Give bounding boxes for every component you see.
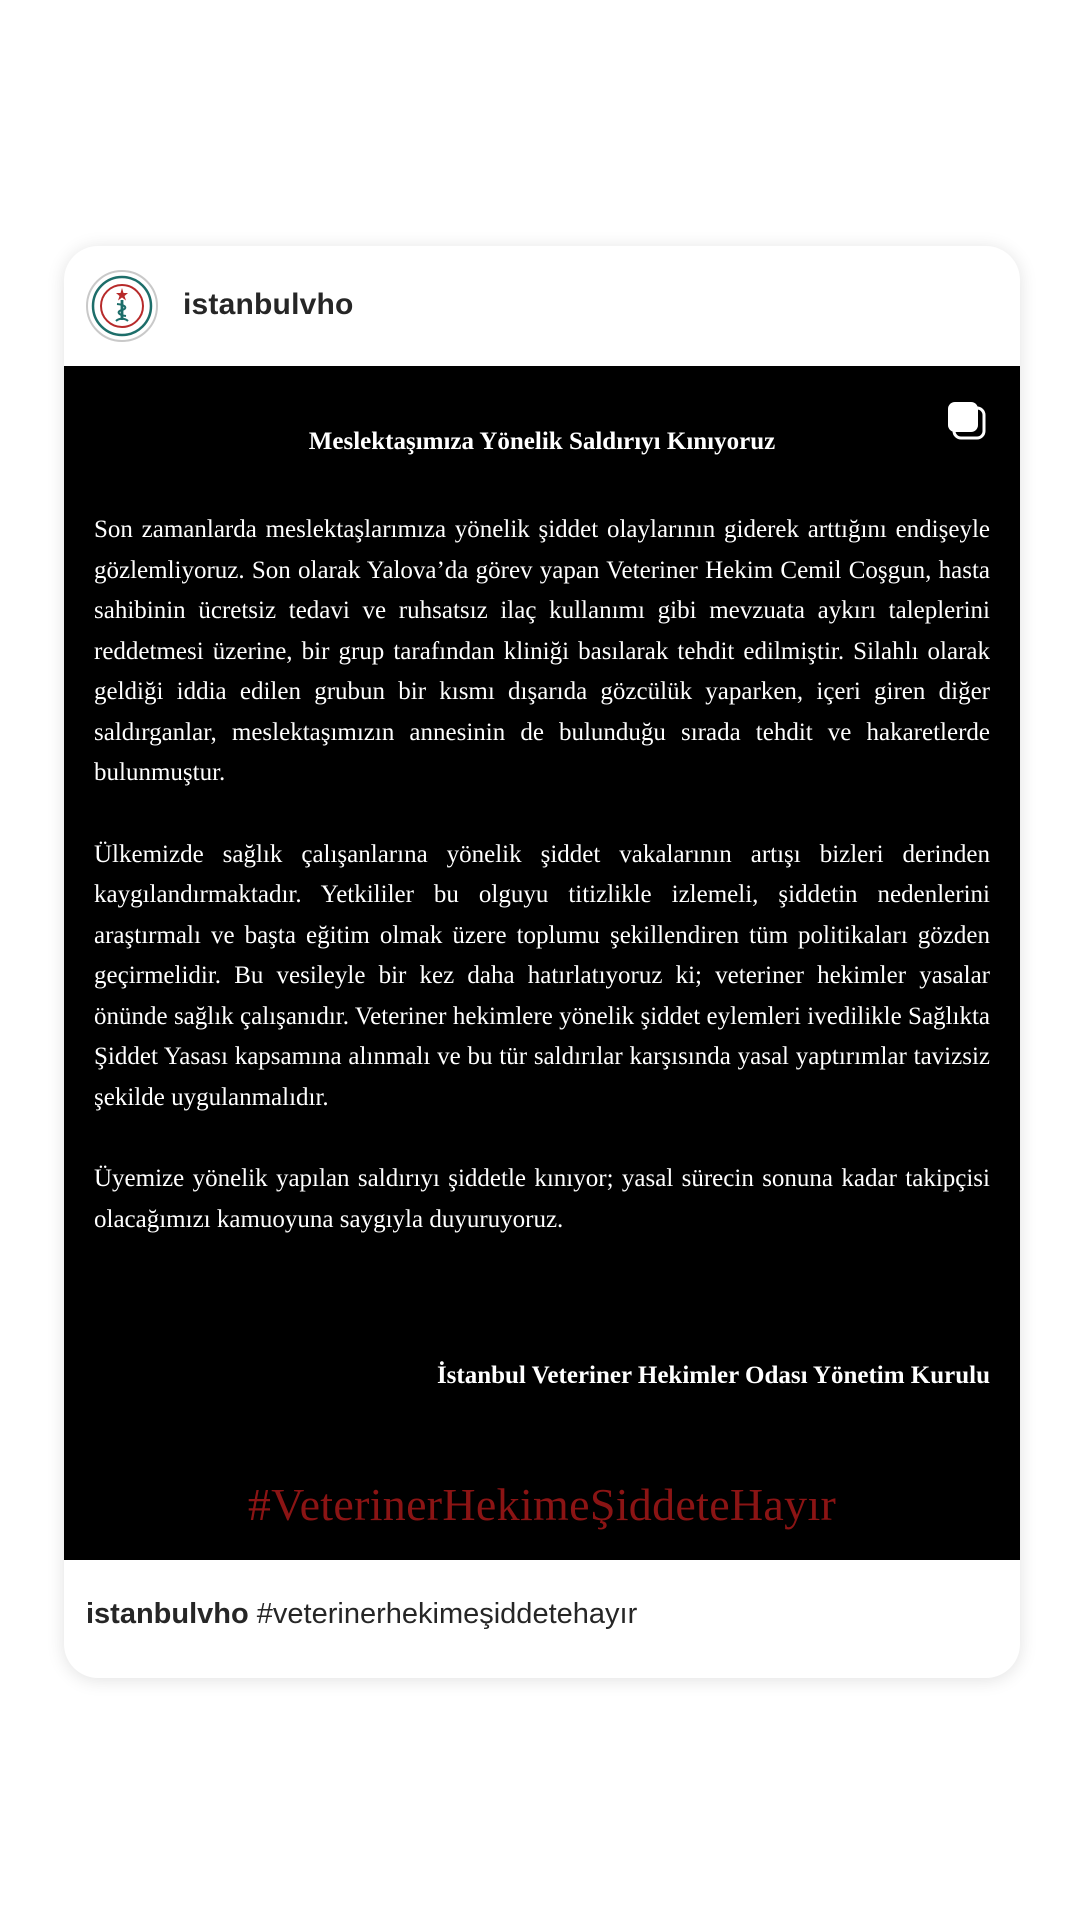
post-paragraph: Üyemize yönelik yapılan saldırıyı şiddetle kınıyor; yasal sürecin sonuna kadar takipçisi olacağımızı kamuoyuna saygıyla duyuruyoruz. bbox=[94, 1165, 990, 1233]
post-username[interactable]: istanbulvho bbox=[183, 288, 354, 321]
post-caption bbox=[86, 1598, 998, 1631]
post-card bbox=[64, 246, 1020, 1678]
post-image-title: Meslektaşımıza Yönelik Saldırıyı Kınıyoruz bbox=[308, 428, 776, 455]
post-signature: İstanbul Veteriner Hekimler Odası Yönetim Kurulu bbox=[436, 1362, 990, 1389]
post-paragraph: Son zamanlarda meslektaşlarımıza yönelik şiddet olaylarının giderek arttığını endişeyle gözlemliyoruz. Son olarak Yalova’da görev yapan Veteriner Hekim Cemil Coşgun, hasta sahibinin ücretsiz tedavi ve ruhsatsız ilaç kullanımı gibi mevzuata aykırı taleplerini reddetmesi üzerine, bir grup tarafından kliniği basılarak tehdit edilmiştir. Silahlı olarak geldiği iddia edilen grubun bir kısmı dışarıda gözcülük yaparken, içeri giren diğer saldırganlar, meslektaşımızın annesinin de bulunduğu sırada tehdit ve hakaretlerde bulunmuştur. bbox=[94, 516, 990, 786]
veterinary-chamber-logo-icon bbox=[88, 272, 156, 340]
post-paragraph: Ülkemizde sağlık çalışanlarına yönelik şiddet vakalarının artışı bizleri derinden kaygılandırmaktadır. Yetkililer bu olguyu titizlikle izlemeli, şiddetin nedenlerini araştırmalı ve başta eğitim olmak üzere toplumu şekillendiren tüm politikaları gözden geçirmelidir. Bu vesileyle bir kez daha hatırlatıyoruz ki; veteriner hekimler yasalar önünde sağlık çalışanıdır. Veteriner hekimlere yönelik şiddet eylemleri ivedilikle Sağlıkta Şiddet Yasası kapsamına alınmalı ve bu tür saldırılar karşısında yasal yaptırımlar tavizsiz şekilde uygulanmalıdır. bbox=[94, 840, 990, 1111]
post-image-body bbox=[94, 510, 990, 1281]
avatar[interactable] bbox=[86, 270, 158, 342]
post-image-hashtag: #VeterinerHekimeŞiddeteHayır bbox=[247, 1479, 837, 1530]
post-image[interactable] bbox=[64, 366, 1020, 1560]
caption-hashtag[interactable]: #veterinerhekimeşiddetehayır bbox=[256, 1598, 638, 1630]
post-header bbox=[64, 246, 1020, 366]
caption-username[interactable]: istanbulvho bbox=[86, 1598, 249, 1630]
